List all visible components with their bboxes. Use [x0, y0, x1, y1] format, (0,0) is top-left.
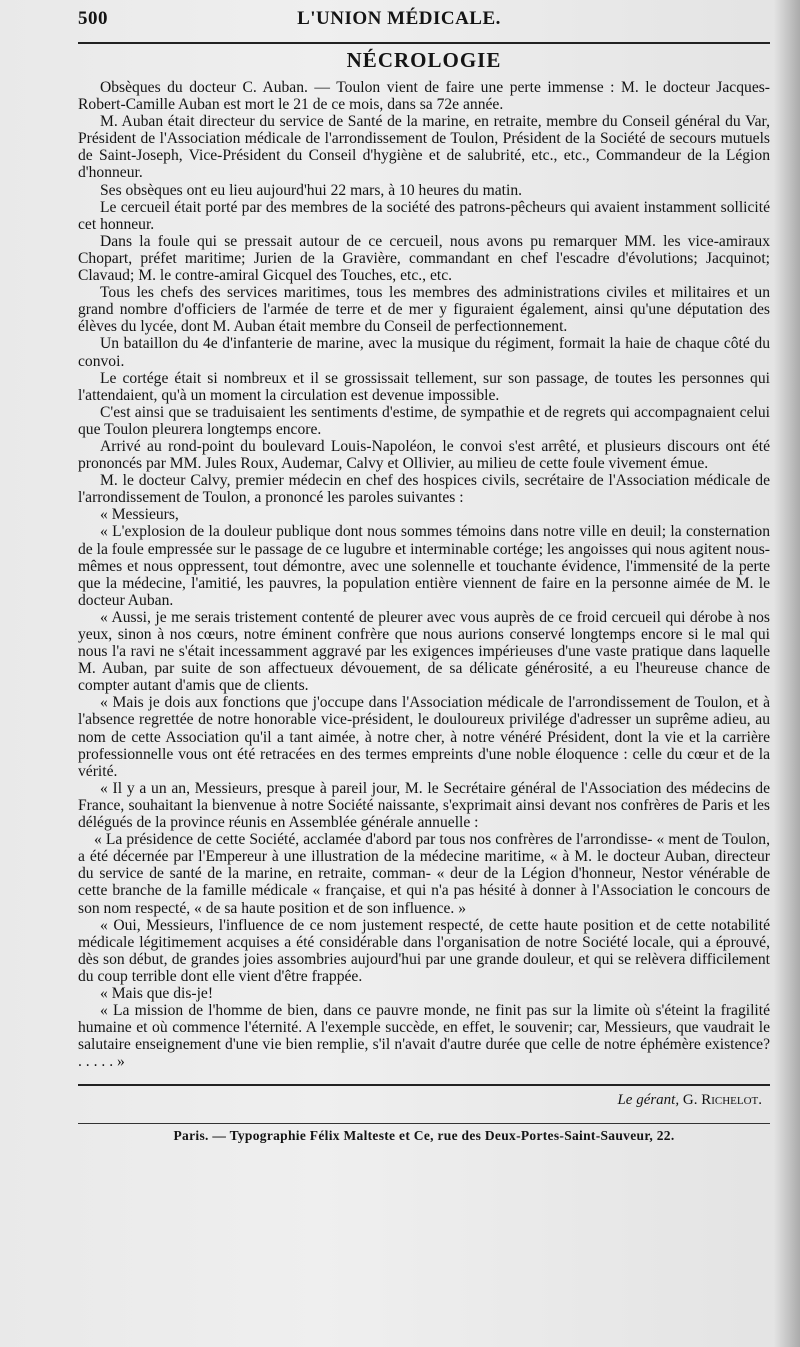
speech-paragraph: « La mission de l'homme de bien, dans ce pauvre monde, ne finit pas sur la limite où s'éteint la fragilité humaine et où commence l'éternité. A l'exemple succède, en effet, le souvenir; car, Messieurs, que vaudrait le salutaire enseignement d'une vie bien remplie, s'il n'avait d'autre durée que celle de notre éphémère existence? . . . . . »: [78, 1002, 770, 1071]
paragraph: Arrivé au rond-point du boulevard Louis-Napoléon, le convoi s'est arrêté, et plusieurs discours ont été prononcés par MM. Jules Roux, Audemar, Calvy et Ollivier, au milieu de cette foule vivement émue.: [78, 437, 770, 473]
page-edge-shadow: [774, 0, 800, 1347]
signature-name: G. Richelot.: [682, 1092, 762, 1109]
speech-paragraph: « Oui, Messieurs, l'influence de ce nom justement respecté, de cette haute position et de cette notabilité médicale légitimement acquises a été considérable dans l'organisation de notre Société locale, qui a éprouvé, dès son début, de grandes joies assombries aujourd'hui par une grande douleur, et qui se relèvera difficilement du coup terrible dont elle vient d'être frappée.: [78, 916, 770, 985]
paragraph: C'est ainsi que se traduisaient les sentiments d'estime, de sympathie et de regrets qui accompagnaient celui que Toulon pleurera longtemps encore.: [78, 403, 770, 438]
printer-line: Paris. — Typographie Félix Malteste et Ce, rue des Deux-Portes-Saint-Sauveur, 22.: [173, 1128, 675, 1144]
speech-paragraph: « Il y a un an, Messieurs, presque à pareil jour, M. le Secrétaire général de l'Association des médecins de France, souhaitant la bienvenue à notre Société naissante, s'exprimait ainsi devant nos confrères de Paris et les délégués de la province réunis en Assemblée générale annuelle :: [78, 779, 770, 832]
paragraph: Un bataillon du 4e d'infanterie de marine, avec la musique du régiment, formait la haie de chaque côté du convoi.: [78, 335, 770, 370]
paragraph: Dans la foule qui se pressait autour de ce cercueil, nous avons pu remarquer MM. les vice-amiraux Chopart, préfet maritime; Jurien de la Gravière, commandant en chef l'escadre d'évolutions; Jacquinot; Clavaud; M. le contre-amiral Gicquel des Touches, etc., etc.: [78, 232, 770, 285]
paragraph: M. le docteur Calvy, premier médecin en chef des hospices civils, secrétaire de l'Association médicale de l'arrondissement de Toulon, a prononcé les paroles suivantes :: [78, 472, 770, 507]
speech-salutation: « Messieurs,: [100, 506, 179, 524]
printer-rule: [78, 1123, 770, 1124]
speech-paragraph: « Mais que dis-je!: [100, 984, 214, 1002]
paragraph: Obsèques du docteur C. Auban. — Toulon vient de faire une perte immense : M. le docteur Jacques-Robert-Camille Auban est mort le 21 de ce mois, dans sa 72e année.: [78, 79, 770, 114]
page-number: 500: [78, 8, 108, 29]
speech-paragraph: « Aussi, je me serais tristement contenté de pleurer avec vous auprès de ce froid cercueil qui dérobe à nos yeux, sinon à nos cœurs, notre éminent confrère que nous aurions conservé longtemps encore si le mal qui nous l'a ravi ne s'était incessamment aggravé par les exigences impérieuses d'une vaste pratique dans laquelle M. Auban, par suite de son affectueux dévouement, de sa délicate générosité, a eu l'heureuse chance de compter autant d'amis que de clients.: [78, 608, 770, 695]
header-rule: [78, 42, 770, 44]
section-title: NÉCROLOGIE: [346, 48, 502, 72]
speech-paragraph: « L'explosion de la douleur publique dont nous sommes témoins dans notre ville en deuil; la consternation de la foule empressée sur le passage de ce lugubre et interminable cortége; les angoisses qui nous agitent nous-mêmes et nous oppressent, tout démontre, avec une solennelle et touchante évidence, l'immensité de la perte que la médecine, l'amitié, les pauvres, la population entière viennent de faire en la personne aimée de M. le docteur Auban.: [78, 523, 770, 609]
paragraph: Ses obsèques ont eu lieu aujourd'hui 22 mars, à 10 heures du matin.: [100, 181, 523, 199]
page-header: [78, 8, 770, 36]
paragraph: Le cortége était si nombreux et il se grossissait tellement, sur son passage, de toutes les personnes qui l'attendaient, qu'à un moment la circulation est devenue impossible.: [78, 369, 770, 404]
speech-inner-quote: « La présidence de cette Société, acclamée d'abord par tous nos confrères de l'arrondisse- « ment de Toulon, a été décernée par l'Empereur à une illustration de la médecine maritime, « à M. le docteur Auban, directeur du service de santé de la marine, en retraite, comman- « deur de la Légion d'honneur, Nestor vénérable de cette branche de la famille médicale « française, et qui n'a pas hésité à donner à l'Association le concours de son nom respecté, « de sa haute position et de son influence. »: [78, 831, 770, 917]
signature-role: Le gérant,: [617, 1092, 680, 1109]
signature: [78, 1092, 770, 1109]
journal-title: L'UNION MÉDICALE.: [297, 8, 501, 29]
signature-rule: [78, 1084, 770, 1086]
paragraph: Tous les chefs des services maritimes, tous les membres des administrations civiles et militaires et un grand nombre d'officiers de l'armée de terre et de mer y figuraient également, ainsi qu'une députation des élèves du lycée, dont M. Auban était membre du Conseil de perfectionnement.: [78, 284, 770, 336]
article-body: [78, 79, 770, 1070]
speech-paragraph: « Mais je dois aux fonctions que j'occupe dans l'Association médicale de l'arrondissement de Toulon, et à l'absence regrettée de notre honorable vice-président, le douloureux privilége d'adresser un suprême adieu, au nom de cette Association qu'il a tant aimée, à notre cher, à notre vénéré Président, dont la vie et la carrière professionnelle vous ont été retracées en des termes empreints d'une noble éloquence : celle du cœur et de la vérité.: [78, 694, 770, 780]
paragraph: Le cercueil était porté par des membres de la société des patrons-pêcheurs qui avaient instamment sollicité cet honneur.: [78, 198, 770, 233]
paragraph: M. Auban était directeur du service de Santé de la marine, en retraite, membre du Conseil général du Var, Président de l'Association médicale de l'arrondissement de Toulon, Président de la Société de secours mutuels de Saint-Joseph, Vice-Président du Conseil d'hygiène et de salubrité, etc., etc., Commandeur de la Légion d'honneur.: [78, 113, 770, 182]
